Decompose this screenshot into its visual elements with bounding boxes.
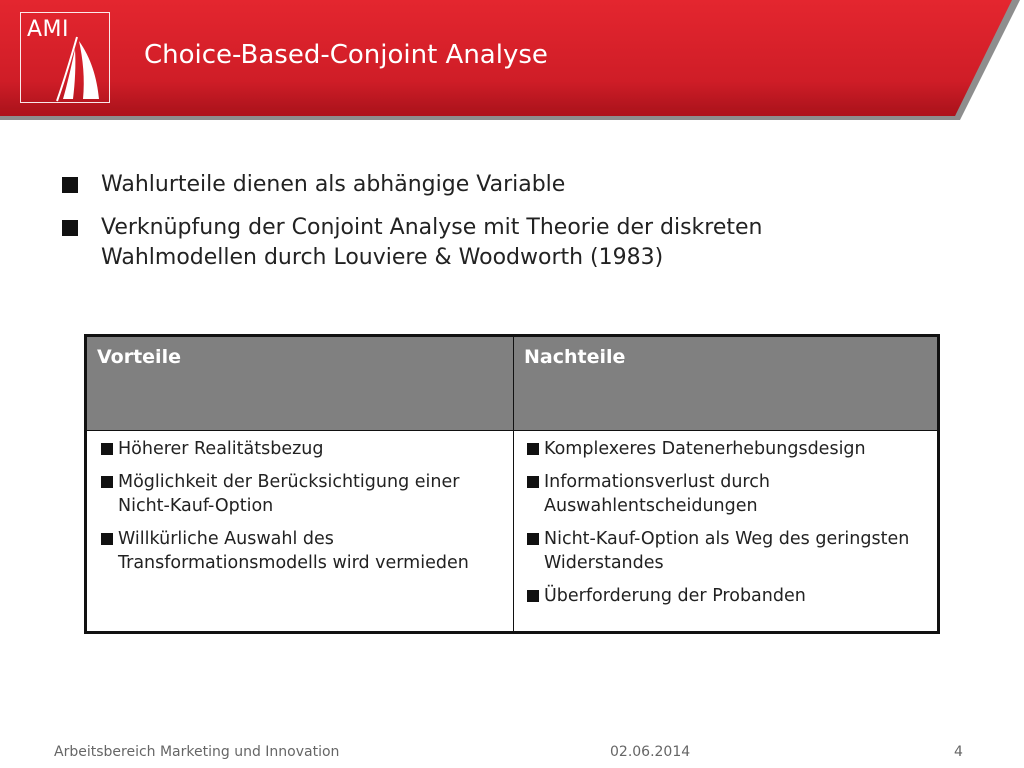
square-bullet-icon <box>527 476 539 488</box>
table-header-row <box>87 337 937 431</box>
page-number: 4 <box>954 744 963 760</box>
bullet-item <box>62 170 922 200</box>
item-text: Willkürliche Auswahl des Transformationsmodells wird vermieden <box>118 529 469 573</box>
footer-department: Arbeitsbereich Marketing und Innovation <box>54 744 340 760</box>
header-band <box>0 0 1024 130</box>
sail-icon <box>21 13 111 104</box>
item-text: Nicht-Kauf-Option als Weg des geringsten Widerstandes <box>544 529 910 573</box>
square-bullet-icon <box>62 220 78 236</box>
ami-logo <box>20 12 110 103</box>
bullet-item <box>62 213 922 273</box>
item-text: Möglichkeit der Berücksichtigung einer Nicht-Kauf-Option <box>118 472 460 516</box>
square-bullet-icon <box>527 533 539 545</box>
list-item <box>525 437 930 461</box>
pros-cons-table <box>84 334 940 634</box>
page-title: Choice-Based-Conjoint Analyse <box>144 40 548 70</box>
square-bullet-icon <box>101 443 113 455</box>
square-bullet-icon <box>527 590 539 602</box>
nachteile-list <box>525 437 930 617</box>
square-bullet-icon <box>101 476 113 488</box>
square-bullet-icon <box>62 177 78 193</box>
item-text: Höherer Realitätsbezug <box>118 439 324 459</box>
item-text: Komplexeres Datenerhebungsdesign <box>544 439 866 459</box>
column-divider <box>513 337 514 631</box>
logo-text: AMI <box>27 17 70 42</box>
vorteile-list <box>99 437 499 584</box>
list-item <box>99 527 499 575</box>
header-vorteile: Vorteile <box>97 346 181 368</box>
item-text: Überforderung der Probanden <box>544 586 806 606</box>
header-nachteile: Nachteile <box>524 346 626 368</box>
square-bullet-icon <box>527 443 539 455</box>
list-item <box>99 470 499 518</box>
item-text: Informationsverlust durch Auswahlentscheidungen <box>544 472 770 516</box>
list-item <box>99 437 499 461</box>
square-bullet-icon <box>101 533 113 545</box>
list-item <box>525 584 930 608</box>
bullet-text: Verknüpfung der Conjoint Analyse mit Theorie der diskreten Wahlmodellen durch Louviere & Woodworth (1983) <box>101 215 763 270</box>
footer-date: 02.06.2014 <box>610 744 691 760</box>
list-item <box>525 470 930 518</box>
bullet-text: Wahlurteile dienen als abhängige Variable <box>101 172 566 197</box>
list-item <box>525 527 930 575</box>
